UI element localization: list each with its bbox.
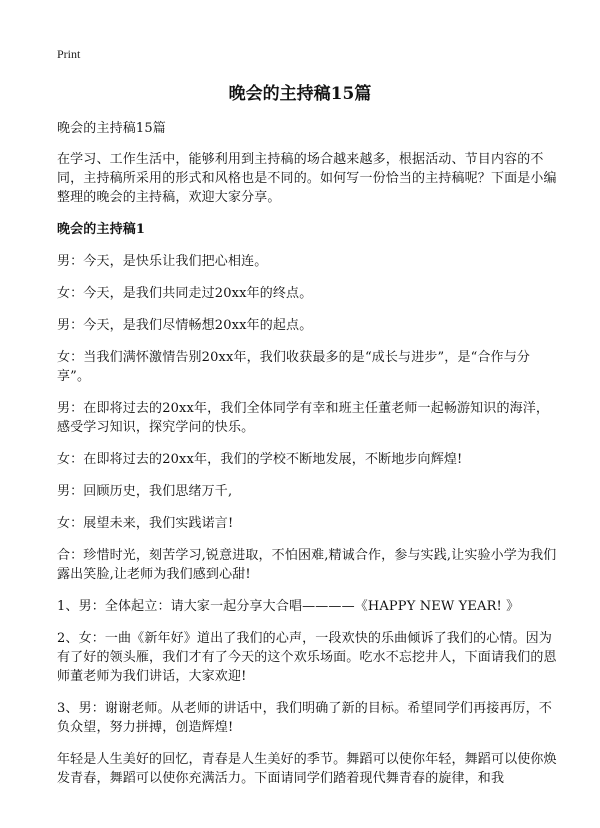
paragraph: 3、男：谢谢老师。从老师的讲话中，我们明确了新的目标。希望同学们再接再厉，不负众望，努力拼搏，创造辉煌! <box>57 701 552 735</box>
paragraph: 男：在即将过去的20xx年，我们全体同学有幸和班主任董老师一起畅游知识的海洋，感受学习知识，探究学问的快乐。 <box>57 401 550 435</box>
paragraph: 女：当我们满怀激情告别20xx年，我们收获最多的是“成长与进步”，是“合作与分享”。 <box>57 350 530 384</box>
paragraph: 男：今天，是快乐让我们把心相连。 <box>57 254 268 269</box>
intro-paragraph: 在学习、工作生活中，能够利用到主持稿的场合越来越多，根据活动、节目内容的不同，主持稿所采用的形式和风格也是不同的。如何写一份恰当的主持稿呢？下面是小编整理的晚会的主持稿，欢迎大家分享。 <box>57 152 557 205</box>
paragraph: 女：今天，是我们共同走过20xx年的终点。 <box>57 286 313 301</box>
paragraph: 合：珍惜时光，刻苦学习,锐意进取，不怕困难,精诚合作，参与实践,让实验小学为我们露出笑脸,让老师为我们感到心甜! <box>57 548 557 582</box>
paragraph: 男：今天，是我们尽情畅想20xx年的起点。 <box>57 318 313 333</box>
page-title: 晚会的主持稿15篇 <box>228 84 372 104</box>
paragraph: 2、女：一曲《新年好》道出了我们的心声，一段欢快的乐曲倾诉了我们的心情。因为有了好的领头雁，我们才有了今天的这个欢乐场面。吃水不忘挖井人，下面请我们的恩师董老师为我们讲话，大家欢迎! <box>57 631 557 684</box>
section-heading: 晚会的主持稿1 <box>57 222 146 237</box>
paragraph: 1、男：全体起立：请大家一起分享大合唱————《HAPPY NEW YEAR! 》 <box>57 599 520 614</box>
print-label: Print <box>57 47 81 61</box>
paragraph: 女：在即将过去的20xx年，我们的学校不断地发展，不断地步向辉煌! <box>57 452 463 467</box>
document-subtitle: 晚会的主持稿15篇 <box>57 121 166 136</box>
paragraph: 女：展望未来，我们实践诺言! <box>57 516 234 531</box>
document-body <box>57 119 557 801</box>
paragraph: 年轻是人生美好的回忆，青春是人生美好的季节。舞蹈可以使你年轻，舞蹈可以使你焕发青春，舞蹈可以使你充满活力。下面请同学们踏着现代舞青春的旋律，和我 <box>57 752 557 786</box>
paragraph: 男：回顾历史，我们思绪万千, <box>57 484 233 499</box>
